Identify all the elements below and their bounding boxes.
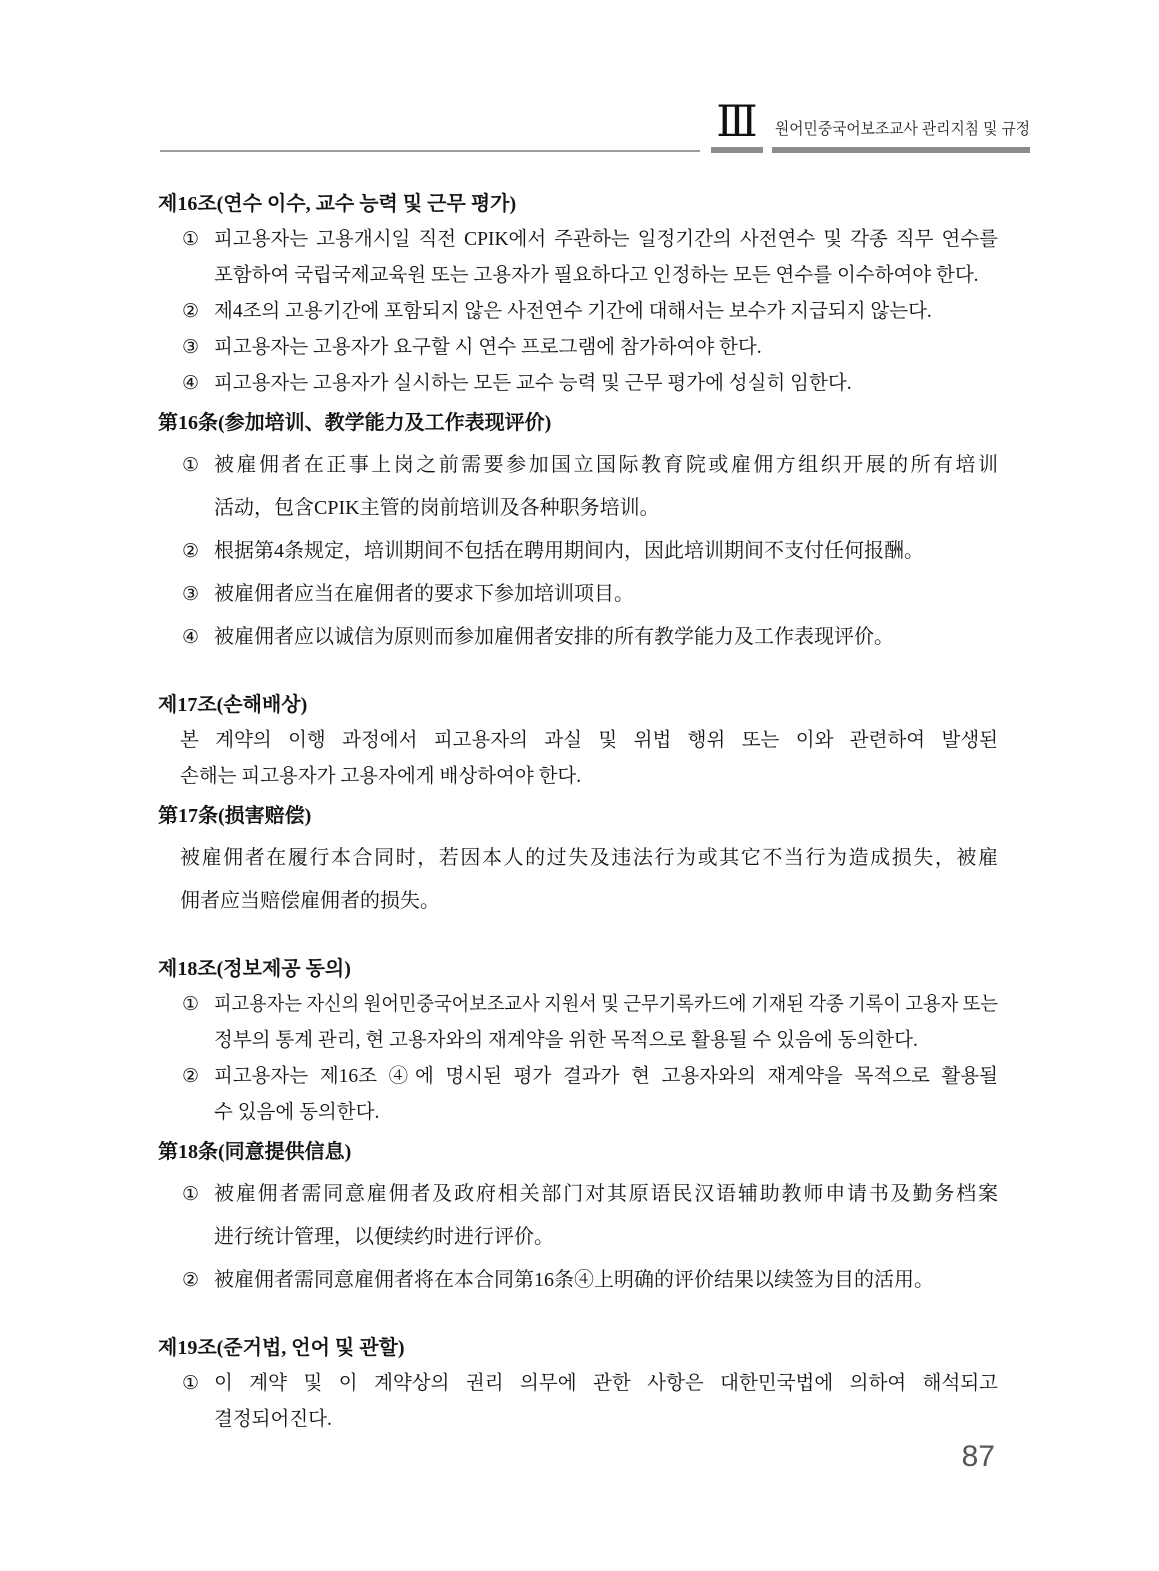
title-underline <box>772 147 1030 153</box>
text-line: 根据第4条规定，培训期间不包括在聘用期间内，因此培训期间不支付任何报酬。 <box>214 540 924 562</box>
header-title: 원어민중국어보조교사 관리지침 및 규정 <box>775 121 1031 138</box>
article-section <box>158 951 998 1302</box>
item-text <box>214 1259 998 1302</box>
item-text <box>214 530 998 573</box>
item-text <box>214 330 998 366</box>
numbered-item <box>158 366 998 402</box>
article-section <box>158 186 998 659</box>
numbered-item <box>158 1366 998 1438</box>
text-line: 결정되어진다. <box>214 1409 332 1430</box>
text-line: 被雇佣者需同意雇佣者及政府相关部门对其原语民汉语辅助教师申请书及勤务档案 <box>214 1183 998 1205</box>
text-line: 피고용자는 고용자가 요구할 시 연수 프로그램에 참가하여야 한다. <box>214 337 762 358</box>
numbered-item <box>158 330 998 366</box>
page-number: 87 <box>961 1440 995 1473</box>
article-heading: 第18条(同意提供信息) <box>158 1141 352 1163</box>
item-marker: ② <box>182 301 200 322</box>
item-text <box>214 1366 998 1438</box>
item-marker: ① <box>182 994 200 1015</box>
article-section <box>158 1330 998 1438</box>
text-line: 본 계약의 이행 과정에서 피고용자의 과실 및 위법 행위 또는 이와 관련하여 발생된 <box>180 730 998 751</box>
item-text <box>214 366 998 402</box>
numbered-item <box>158 573 998 616</box>
text-line: 제4조의 고용기간에 포함되지 않은 사전연수 기간에 대해서는 보수가 지급되지 않는다. <box>214 301 932 322</box>
item-text <box>214 987 998 1059</box>
article-heading: 第17条(损害赔偿) <box>158 805 312 827</box>
text-line: 이 계약 및 이 계약상의 권리 의무에 관한 사항은 대한민국법에 의하여 해석되고 <box>214 1373 998 1394</box>
text-line: 피고용자는 자신의 원어민중국어보조교사 지원서 및 근무기록카드에 기재된 각종 기록이 고용자 또는 <box>214 994 998 1015</box>
text-line: 被雇佣者需同意雇佣者将在本合同第16条④上明确的评价结果以续签为目的活用。 <box>214 1269 934 1291</box>
item-marker: ① <box>182 455 200 476</box>
text-line: 정부의 통계 관리, 현 고용자와의 재계약을 위한 목적으로 활용될 수 있음에 동의한다. <box>214 1030 918 1051</box>
text-line: 피고용자는 고용자가 실시하는 모든 교수 능력 및 근무 평가에 성실히 임한다. <box>214 373 852 394</box>
item-text <box>214 573 998 616</box>
item-marker: ③ <box>182 584 200 605</box>
item-text <box>214 444 998 530</box>
text-line: 被雇佣者在履行本合同时，若因本人的过失及违法行为或其它不当行为造成损失，被雇 <box>180 847 998 869</box>
text-line: 活动，包含CPIK主管的岗前培训及各种职务培训。 <box>214 497 660 519</box>
item-marker: ④ <box>182 627 200 648</box>
article-heading: 제19조(준거법, 언어 및 관할) <box>158 1337 405 1359</box>
article-heading: 제16조(연수 이수, 교수 능력 및 근무 평가) <box>158 193 517 215</box>
item-marker: ① <box>182 1373 200 1394</box>
text-line: 被雇佣者在正事上岗之前需要参加国立国际教育院或雇佣方组织开展的所有培训 <box>214 454 998 476</box>
paragraph <box>158 723 998 795</box>
item-text <box>214 1173 998 1259</box>
article-heading: 제17조(손해배상) <box>158 694 308 716</box>
numbered-item <box>158 222 998 294</box>
chapter-numeral: Ⅲ <box>716 99 758 146</box>
article-section <box>158 687 998 923</box>
paragraph <box>158 837 998 923</box>
text-line: 포함하여 국립국제교육원 또는 고용자가 필요하다고 인정하는 모든 연수를 이수하여야 한다. <box>214 265 979 286</box>
item-text <box>214 222 998 294</box>
text-line: 佣者应当赔偿雇佣者的损失。 <box>180 890 440 912</box>
text-line: 피고용자는 고용개시일 직전 CPIK에서 주관하는 일정기간의 사전연수 및 각종 직무 연수를 <box>214 229 998 250</box>
numbered-item <box>158 294 998 330</box>
text-line: 손해는 피고용자가 고용자에게 배상하여야 한다. <box>180 766 582 787</box>
numbered-item <box>158 1259 998 1302</box>
item-text <box>214 294 998 330</box>
article-heading: 제18조(정보제공 동의) <box>158 958 351 980</box>
item-text <box>214 616 998 659</box>
numbered-item <box>158 530 998 573</box>
document-body <box>158 186 998 1438</box>
text-line: 进行统计管理，以便续约时进行评价。 <box>214 1226 554 1248</box>
item-marker: ② <box>182 541 200 562</box>
item-marker: ② <box>182 1270 200 1291</box>
item-marker: ① <box>182 229 200 250</box>
chapter-underline <box>711 147 763 153</box>
item-marker: ② <box>182 1066 200 1087</box>
header-rule-left <box>160 150 700 152</box>
numbered-item <box>158 1173 998 1259</box>
numbered-item <box>158 987 998 1059</box>
text-line: 수 있음에 동의한다. <box>214 1102 380 1123</box>
text-line: 被雇佣者应当在雇佣者的要求下参加培训项目。 <box>214 583 634 605</box>
numbered-item <box>158 616 998 659</box>
item-text <box>214 1059 998 1131</box>
item-marker: ① <box>182 1184 200 1205</box>
numbered-item <box>158 444 998 530</box>
item-marker: ④ <box>182 373 200 394</box>
numbered-item <box>158 1059 998 1131</box>
article-heading: 第16条(参加培训、教学能力及工作表现评价) <box>158 412 552 434</box>
item-marker: ③ <box>182 337 200 358</box>
text-line: 피고용자는 제16조 ④에 명시된 평가 결과가 현 고용자와의 재계약을 목적으로 활용될 <box>214 1066 998 1087</box>
text-line: 被雇佣者应以诚信为原则而参加雇佣者安排的所有教学能力及工作表现评价。 <box>214 626 894 648</box>
